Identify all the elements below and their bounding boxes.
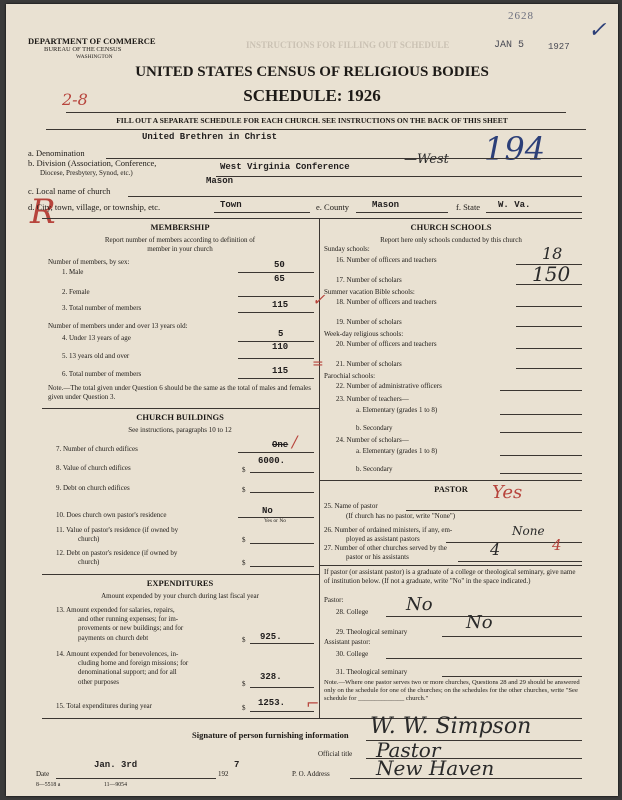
rule — [386, 658, 582, 659]
red-r-mark: R — [30, 192, 56, 232]
rule — [250, 472, 314, 473]
city-name: WASHINGTON — [76, 54, 113, 60]
assistant-label: Assistant pastor: — [324, 638, 371, 646]
bureau-name: BUREAU OF THE CENSUS — [44, 46, 122, 53]
q11-label-1: 11. Value of pastor's residence (if owned by — [56, 526, 179, 534]
q5-label: 5. 13 years old and over — [62, 352, 130, 360]
page-title: UNITED STATES CENSUS OF RELIGIOUS BODIES — [135, 64, 489, 80]
q20-label: 20. Number of officers and teachers — [336, 340, 437, 348]
rule — [106, 158, 582, 159]
page-subtitle: SCHEDULE: 1926 — [243, 86, 381, 105]
age-label: Number of members under and over 13 years old: — [48, 322, 188, 330]
q6-value: 115 — [272, 366, 289, 376]
official-title-value: Pastor — [376, 738, 441, 762]
rule — [516, 326, 582, 327]
q11-dollar: $ — [242, 536, 246, 544]
rule — [442, 676, 582, 677]
rule — [500, 432, 582, 433]
q14-label-3: denominational support; and for all — [78, 668, 177, 676]
q11-label-2: church) — [78, 535, 100, 543]
q23b-label: b. Secondary — [356, 424, 393, 432]
reverse-ghost-heading: INSTRUCTIONS FOR FILLING OUT SCHEDULE — [246, 40, 450, 50]
q28-value: No — [406, 594, 433, 615]
q2-value: 65 — [274, 274, 285, 284]
city-value: Town — [220, 200, 242, 210]
q4-value: 5 — [278, 329, 284, 339]
signature-label: Signature of person furnishing information — [192, 730, 349, 740]
schools-intro: Report here only schools conducted by this church — [380, 236, 522, 244]
expenditures-heading: EXPENDITURES — [146, 578, 214, 588]
q12-label-2: church) — [78, 558, 100, 566]
q15-value: 1253. — [258, 698, 286, 708]
red-tick-icon: ✓ — [312, 290, 326, 309]
code-mark-194: 194 — [484, 130, 546, 168]
graduate-note: If pastor (or assistant pastor) is a graduate of a college or theological seminary, give name of institution below. (If not a graduate, write "No" in the space indicated.) — [324, 568, 576, 585]
q26-label-1: 26. Number of ordained ministers, if any, em- — [324, 526, 453, 534]
q8-label: 8. Value of church edifices — [56, 464, 131, 472]
rule — [458, 561, 582, 562]
rule — [486, 212, 582, 213]
q27-label-2: pastor or his assistants — [346, 553, 409, 561]
schools-heading: CHURCH SCHOOLS — [410, 222, 492, 232]
q13-label-4: payments on church debt — [78, 634, 149, 642]
q19-label: 19. Number of scholars — [336, 318, 402, 326]
west-annotation: —West — [404, 152, 449, 167]
buildings-heading: CHURCH BUILDINGS — [136, 412, 224, 422]
instruction-line: FILL OUT A SEPARATE SCHEDULE FOR EACH CHURCH. SEE INSTRUCTIONS ON THE BACK OF THIS SHEET — [116, 116, 508, 125]
section-rule — [42, 408, 319, 409]
q21-label: 21. Number of scholars — [336, 360, 402, 368]
rule — [238, 272, 314, 273]
red-equals-icon: = — [312, 356, 324, 372]
code-mark-2-8: 2-8 — [62, 90, 88, 109]
q8-value: 6000. — [258, 456, 286, 466]
rule — [250, 543, 314, 544]
rule — [516, 368, 582, 369]
q3-label: 3. Total number of members — [62, 304, 142, 312]
membership-heading: MEMBERSHIP — [150, 222, 210, 232]
po-address-value: New Haven — [376, 756, 495, 780]
q5-value: 110 — [272, 342, 289, 352]
q4-label: 4. Under 13 years of age — [62, 334, 131, 342]
q10-label: 10. Does church own pastor's residence — [56, 511, 167, 519]
rule — [500, 390, 582, 391]
state-label: f. State — [456, 202, 481, 212]
dept-name: DEPARTMENT OF COMMERCE — [28, 36, 156, 46]
red-one-mark: / — [292, 432, 298, 451]
official-title-label: Official title — [318, 750, 353, 758]
rule — [250, 687, 314, 688]
q16-value: 18 — [542, 244, 563, 263]
q14-label-4: other purposes — [78, 678, 120, 686]
q13-label-2: and other running expenses; for im- — [78, 615, 179, 623]
q12-label-1: 12. Debt on pastor's residence (if owned by — [56, 549, 178, 557]
county-label: e. County — [316, 202, 350, 212]
rule — [214, 212, 310, 213]
denomination-value: United Brethren in Christ — [142, 132, 278, 142]
rule — [356, 212, 448, 213]
q2-label: 2. Female — [62, 288, 90, 296]
rule — [238, 312, 314, 313]
q10-hint: Yes or No — [264, 518, 287, 524]
rule — [216, 176, 582, 177]
q8-dollar: $ — [242, 466, 246, 474]
q22-label: 22. Number of administrative officers — [336, 382, 442, 390]
rule — [516, 284, 582, 285]
state-value: W. Va. — [498, 200, 531, 210]
q9-dollar: $ — [242, 486, 246, 494]
rule — [56, 778, 216, 779]
parochial-label: Parochial schools: — [324, 372, 376, 380]
q26-value: None — [512, 524, 545, 538]
membership-intro-2: member in your church — [147, 245, 213, 253]
division-label-2: Diocese, Presbytery, Synod, etc.) — [40, 169, 133, 177]
rule — [350, 778, 582, 779]
rule — [250, 711, 314, 712]
q23a-label: a. Elementary (grades 1 to 8) — [356, 406, 438, 414]
q27-value: 4 — [490, 540, 501, 559]
rule — [500, 455, 582, 456]
date-year: 192 — [218, 770, 229, 778]
stamp-date: JAN 5 — [494, 40, 525, 51]
date-label: Date — [36, 770, 50, 778]
check-mark-icon: ✓ — [588, 18, 607, 43]
rule — [238, 378, 314, 379]
pastor-note: Note.—Where one pastor serves two or more churches, Questions 28 and 29 should be answered only on the schedule for one of the churches; on the schedules for the other churches, write "See schedule for ______________ church." — [324, 679, 580, 702]
q17-label: 17. Number of scholars — [336, 276, 402, 284]
summer-label: Summer vacation Bible schools: — [324, 288, 415, 296]
rule — [250, 566, 314, 567]
q16-label: 16. Number of officers and teachers — [336, 256, 437, 264]
section-rule — [42, 218, 582, 219]
by-sex-label: Number of members, by sex: — [48, 258, 130, 266]
division-label: b. Division (Association, Conference, — [28, 158, 157, 168]
q12-dollar: $ — [242, 559, 246, 567]
q18-label: 18. Number of officers and teachers — [336, 298, 437, 306]
q13-label-3: provements or new buildings; and for — [78, 624, 184, 632]
q13-label-1: 13. Amount expended for salaries, repairs, — [56, 606, 175, 614]
section-rule — [319, 480, 582, 481]
q13-value: 925. — [260, 632, 282, 642]
date-value: Jan. 3rd — [94, 760, 138, 770]
q25-sub: (If church has no pastor, write "None") — [346, 512, 456, 520]
q15-label: 15. Total expenditures during year — [56, 702, 152, 710]
rule — [516, 348, 582, 349]
q1-label: 1. Male — [62, 268, 84, 276]
q3-value: 115 — [272, 300, 289, 310]
rule — [500, 473, 582, 474]
q10-value: No — [262, 506, 273, 516]
date-year-digit: 7 — [234, 760, 240, 770]
q24-label: 24. Number of scholars— — [336, 436, 409, 444]
rule — [250, 643, 314, 644]
form-number: 8—5518 a — [36, 782, 61, 788]
q25-value: Yes — [492, 482, 523, 503]
expenditures-intro: Amount expended by your church during last fiscal year — [101, 592, 259, 600]
rule — [500, 414, 582, 415]
rule — [238, 452, 314, 453]
q6-label: 6. Total number of members — [62, 370, 142, 378]
q23-label: 23. Number of teachers— — [336, 395, 409, 403]
q29-label: 29. Theological seminary — [336, 628, 408, 636]
q9-label: 9. Debt on church edifices — [56, 484, 130, 492]
q7-value: One — [272, 440, 289, 450]
q17-value: 150 — [532, 262, 571, 286]
membership-note: Note.—The total given under Question 6 should be the same as the total of males and females given under Question 3. — [48, 384, 312, 401]
rule — [406, 510, 582, 511]
rule — [238, 358, 314, 359]
local-name-label: c. Local name of church — [28, 186, 111, 196]
city-label: d. City, town, village, or township, etc. — [28, 202, 161, 212]
q28-label: 28. College — [336, 608, 369, 616]
denomination-label: a. Denomination — [28, 148, 85, 158]
q24a-label: a. Elementary (grades 1 to 8) — [356, 447, 438, 455]
membership-intro-1: Report number of members according to definition of — [104, 236, 256, 244]
stamp-number: 2628 — [508, 10, 534, 22]
po-address-label: P. O. Address — [292, 770, 330, 778]
q31-label: 31. Theological seminary — [336, 668, 408, 676]
county-value: Mason — [372, 200, 400, 210]
q15-dollar: $ — [242, 704, 246, 712]
q26-label-2: ployed as assistant pastors — [346, 535, 420, 543]
q13-dollar: $ — [242, 636, 246, 644]
section-rule — [42, 574, 319, 575]
q29-value: No — [466, 612, 493, 633]
sunday-label: Sunday schools: — [324, 245, 370, 253]
rule — [128, 196, 582, 197]
red-tick-icon: ⌐ — [306, 694, 320, 713]
q1-value: 50 — [274, 260, 285, 270]
weekday-label: Week-day religious schools: — [324, 330, 404, 338]
local-name-value: Mason — [206, 176, 234, 186]
signature-value: W. W. Simpson — [370, 714, 532, 739]
census-schedule-page — [6, 4, 618, 796]
q14-value: 328. — [260, 672, 282, 682]
q7-label: 7. Number of church edifices — [56, 445, 138, 453]
buildings-intro: See instructions, paragraphs 10 to 12 — [128, 426, 232, 434]
stamp-year: 1927 — [548, 42, 570, 52]
q14-label-1: 14. Amount expended for benevolences, in- — [56, 650, 179, 658]
rule — [66, 112, 566, 113]
pastor-heading: PASTOR — [434, 484, 468, 494]
rule — [442, 636, 582, 637]
q24b-label: b. Secondary — [356, 465, 393, 473]
pastor-sub-label: Pastor: — [324, 596, 344, 604]
division-value: West Virginia Conference — [220, 162, 350, 172]
q27-value-red: 4 — [552, 536, 562, 554]
rule — [250, 492, 314, 493]
q25-label: 25. Name of pastor — [324, 502, 378, 510]
print-number: 11—9054 — [104, 782, 127, 788]
rule — [516, 306, 582, 307]
rule — [238, 296, 314, 297]
q27-label-1: 27. Number of other churches served by the — [324, 544, 447, 552]
q14-label-2: cluding home and foreign missions; for — [78, 659, 189, 667]
q14-dollar: $ — [242, 680, 246, 688]
section-rule — [319, 565, 582, 566]
q30-label: 30. College — [336, 650, 369, 658]
